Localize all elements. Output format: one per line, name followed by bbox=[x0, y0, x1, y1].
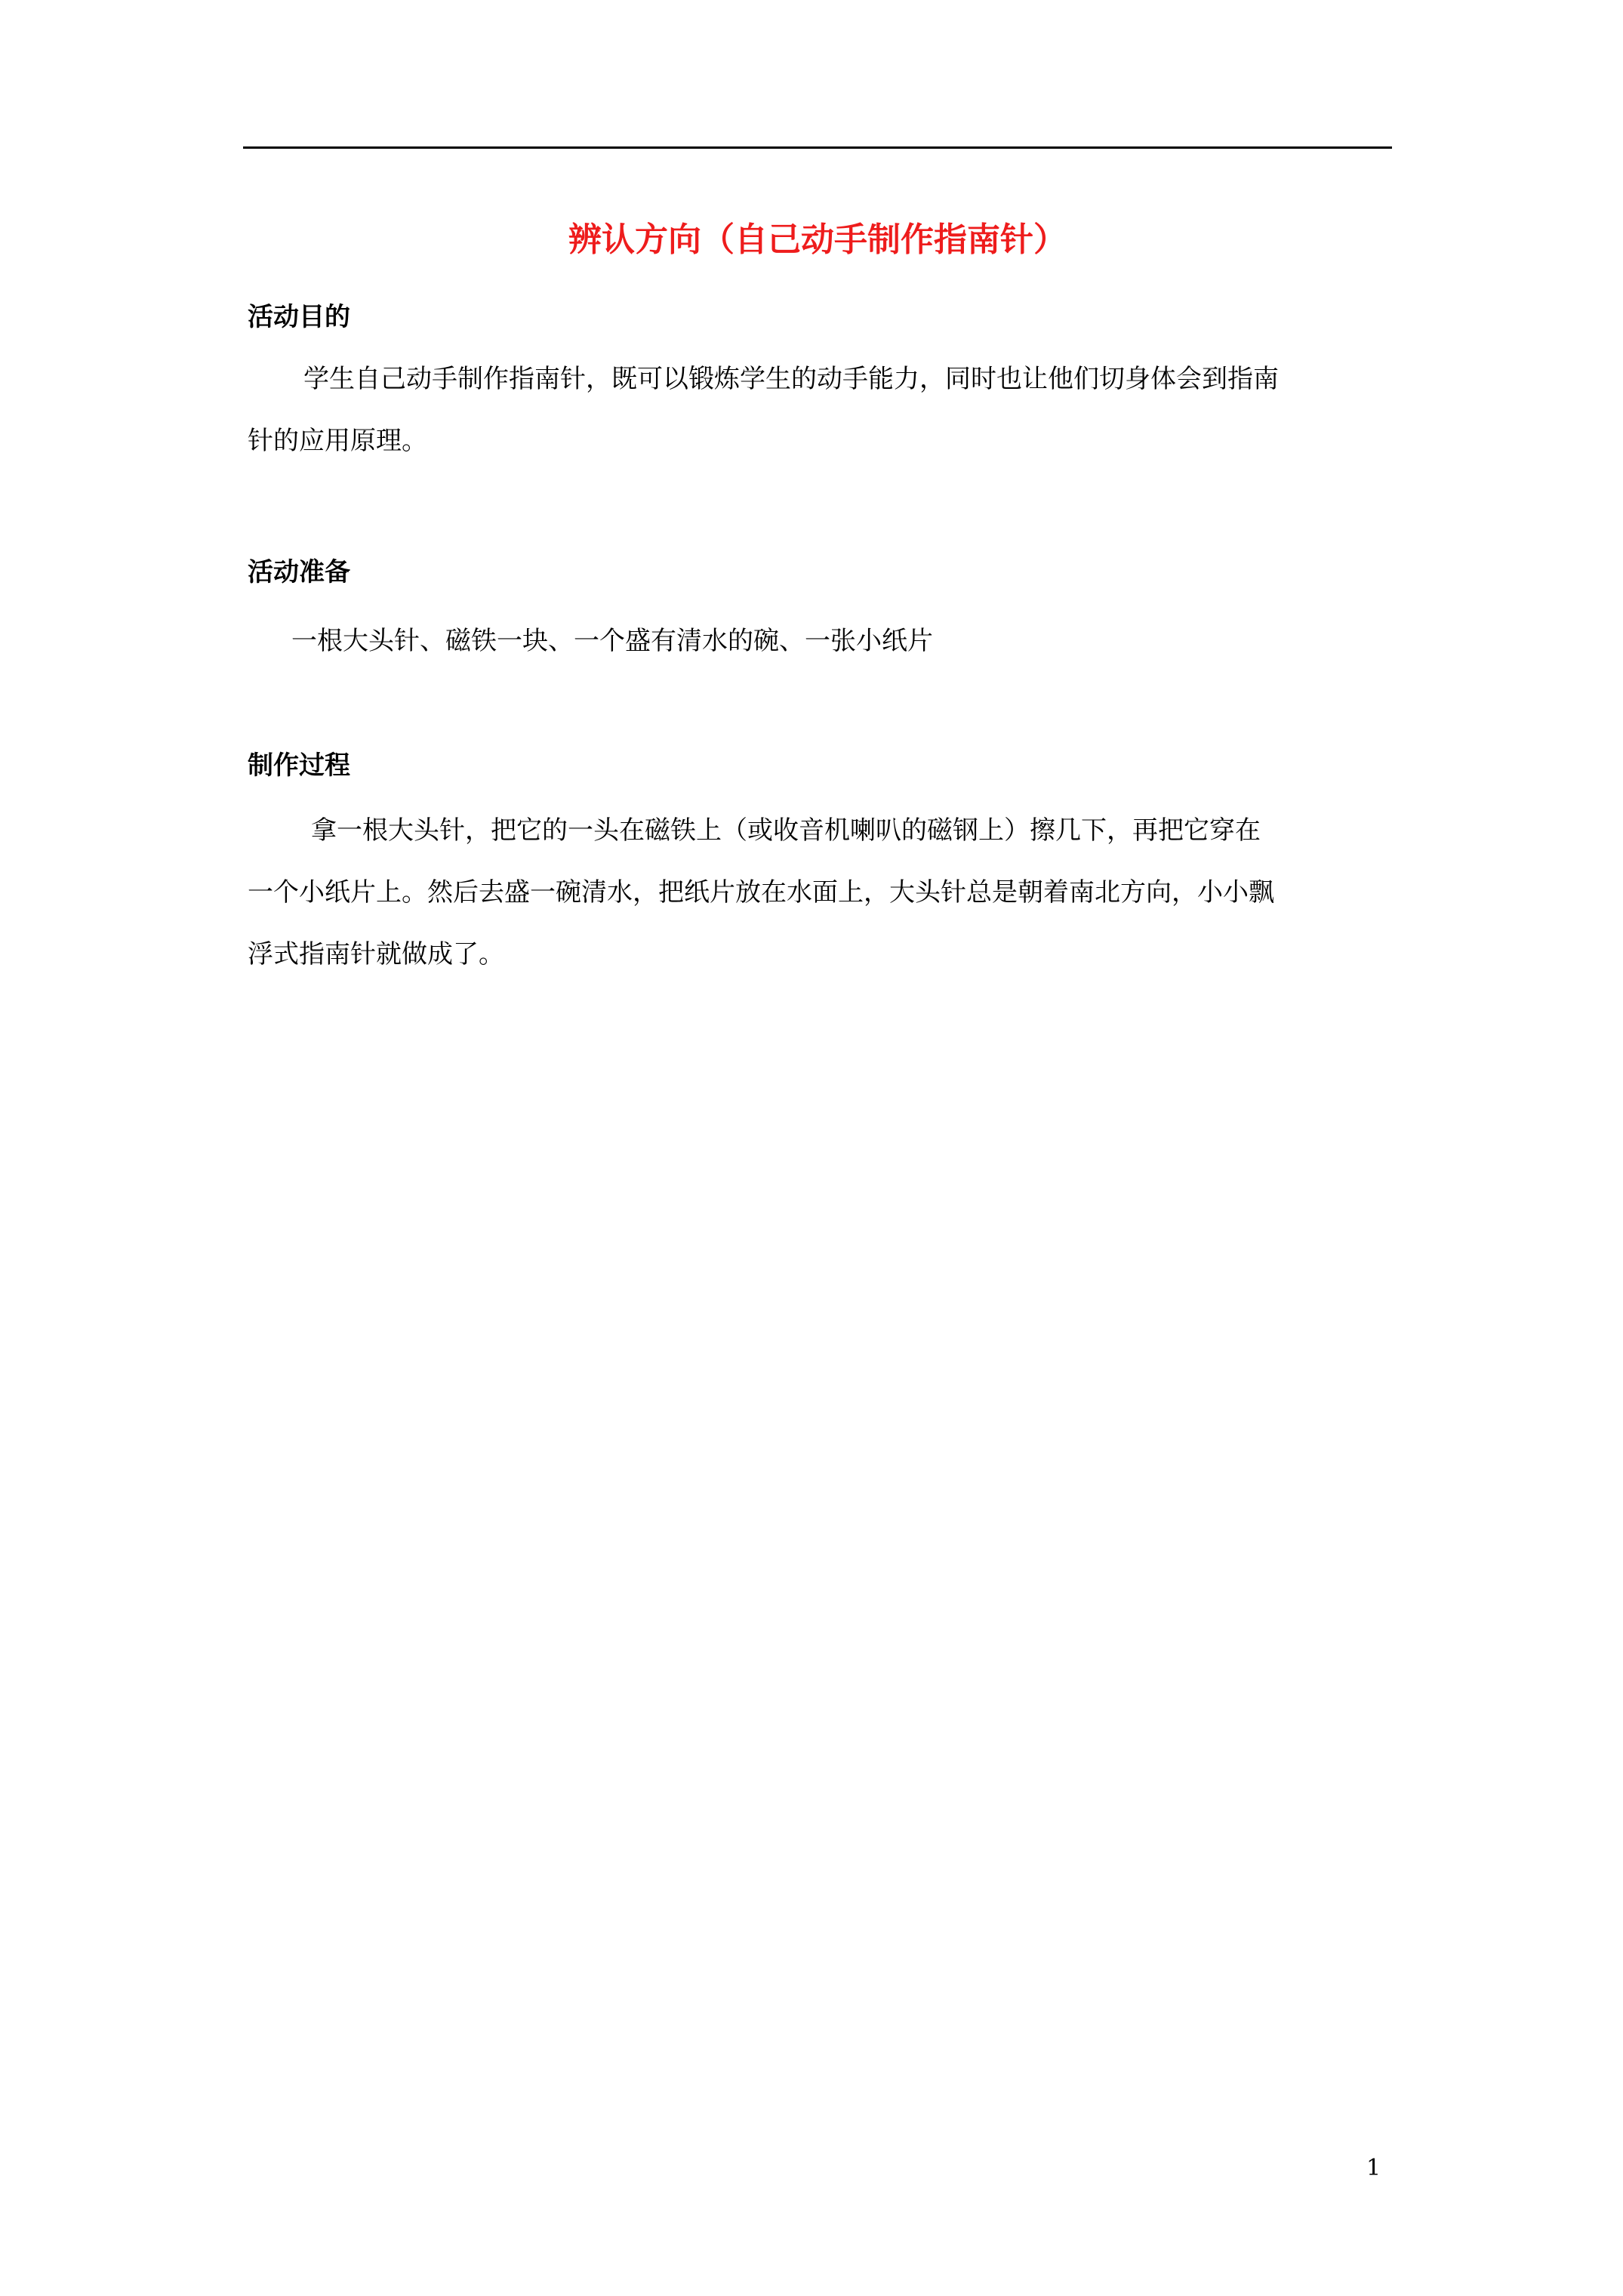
body-line: 一根大头针、磁铁一块、一个盛有清水的碗、一张小纸片 bbox=[291, 626, 933, 656]
body-line: 一个小纸片上。然后去盛一碗清水，把纸片放在水面上，大头针总是朝着南北方向，小小飘 bbox=[248, 877, 1274, 908]
body-line: 针的应用原理。 bbox=[248, 426, 427, 456]
body-line: 拿一根大头针，把它的一头在磁铁上（或收音机喇叭的磁钢上）擦几下，再把它穿在 bbox=[311, 815, 1261, 846]
body-line: 学生自己动手制作指南针，既可以锻炼学生的动手能力，同时也让他们切身体会到指南 bbox=[303, 364, 1279, 394]
section-body-process bbox=[248, 800, 1403, 985]
page-number: 1 bbox=[1366, 2155, 1381, 2181]
section-body-purpose bbox=[248, 348, 1403, 472]
section-heading-purpose: 活动目的 bbox=[248, 302, 350, 332]
document-title: 辨认方向（自己动手制作指南针） bbox=[568, 220, 1067, 259]
body-line: 浮式指南针就做成了。 bbox=[248, 939, 504, 969]
header-rule bbox=[243, 146, 1392, 149]
section-heading-process: 制作过程 bbox=[248, 750, 350, 781]
section-body-preparation bbox=[248, 610, 1403, 672]
section-heading-preparation: 活动准备 bbox=[248, 557, 350, 587]
